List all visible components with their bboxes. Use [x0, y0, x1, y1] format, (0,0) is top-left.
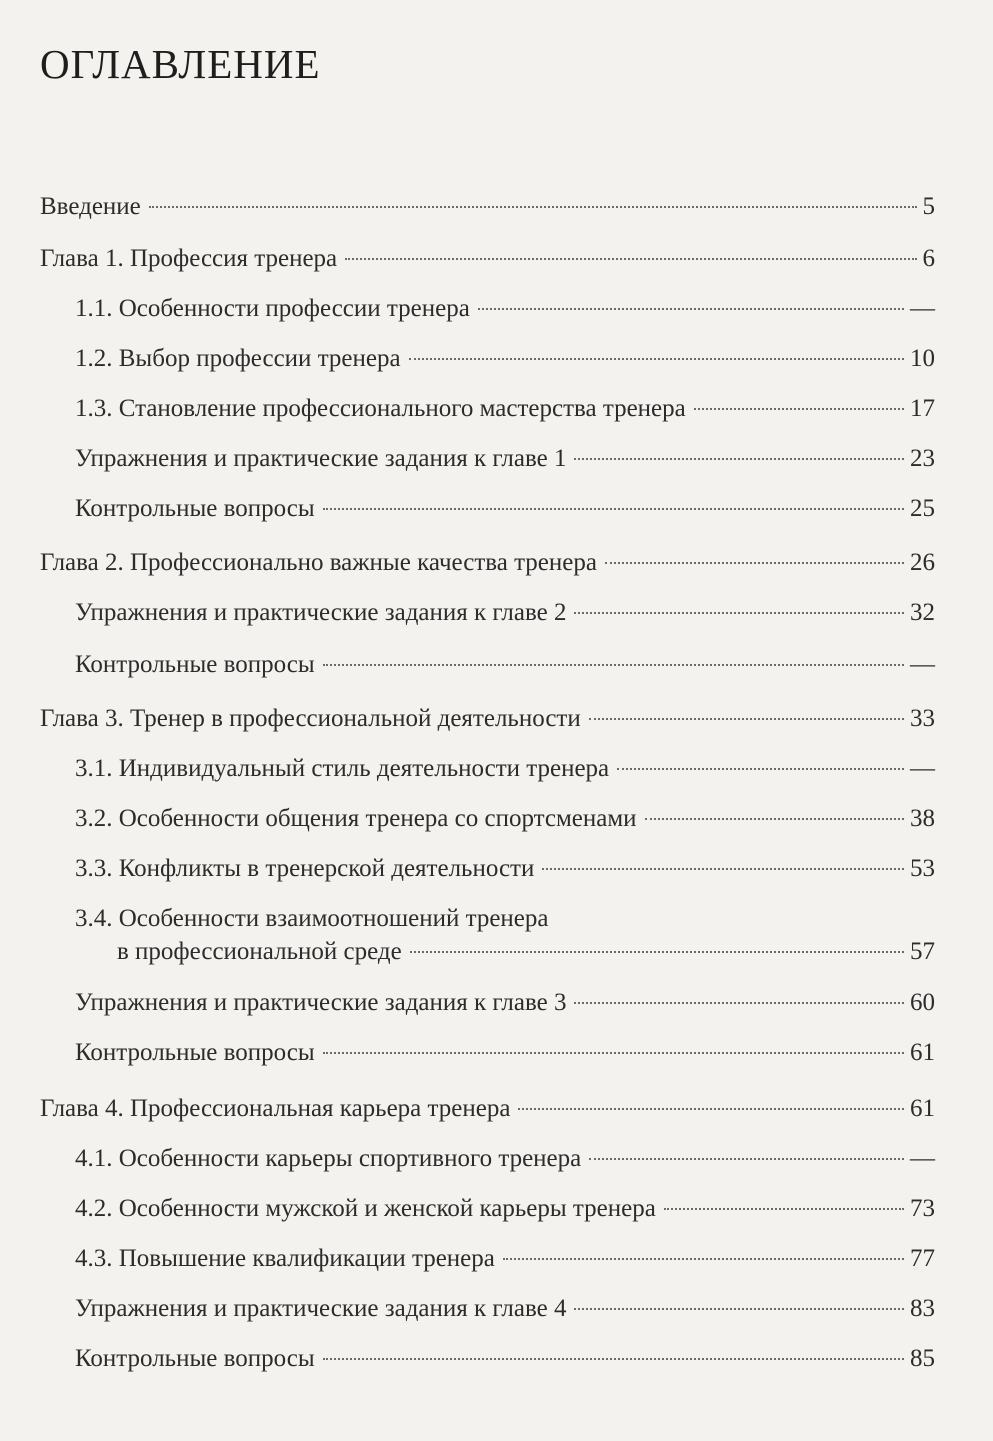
toc-entry-label-continued: в профессиональной среде [117, 938, 402, 965]
toc-entry-page: — [910, 1145, 935, 1172]
dot-leader [664, 1208, 904, 1210]
toc-entry-exercises-4 [75, 1292, 935, 1325]
toc-entry-page: 60 [910, 989, 935, 1016]
toc-entry-section-4-1 [75, 1142, 935, 1175]
dot-leader [503, 1258, 904, 1260]
toc-entry-page: — [910, 755, 935, 782]
dot-leader [409, 358, 904, 360]
dot-leader [478, 308, 904, 310]
toc-entry-questions-2 [75, 648, 935, 681]
toc-entry-questions-3 [75, 1036, 935, 1069]
toc-entry-label: 1.1. Особенности профессии тренера [75, 295, 470, 322]
dot-leader [574, 1002, 904, 1004]
dot-leader [323, 664, 904, 666]
toc-entry-page: 32 [910, 599, 935, 626]
toc-entry-questions-1 [75, 492, 935, 525]
dot-leader [605, 562, 904, 564]
dot-leader [574, 1308, 904, 1310]
toc-entry-chapter-1 [40, 242, 935, 275]
toc-entry-page: — [910, 295, 935, 322]
dot-leader [589, 718, 904, 720]
dot-leader [323, 1052, 904, 1054]
toc-entry-label: Контрольные вопросы [75, 1039, 315, 1066]
toc-entry-label: 1.3. Становление профессионального мастерства тренера [75, 395, 686, 422]
toc-entry-page: 17 [910, 395, 935, 422]
dot-leader [574, 458, 904, 460]
toc-entry-page: 23 [910, 445, 935, 472]
dot-leader [518, 1108, 904, 1110]
toc-entry-chapter-3 [40, 702, 935, 735]
dot-leader [589, 1158, 904, 1160]
toc-entry-exercises-2 [75, 596, 935, 629]
toc-entry-page: 85 [910, 1345, 935, 1372]
toc-entry-section-3-4 [75, 902, 935, 968]
toc-entry-label: Контрольные вопросы [75, 495, 315, 522]
toc-entry-page: 38 [910, 805, 935, 832]
dot-leader [323, 508, 904, 510]
dot-leader [323, 1358, 904, 1360]
toc-entry-label: 4.3. Повышение квалификации тренера [75, 1245, 495, 1272]
dot-leader [574, 612, 904, 614]
toc-entry-label: 4.1. Особенности карьеры спортивного тренера [75, 1145, 582, 1172]
toc-entry-section-3-2 [75, 802, 935, 835]
toc-entry-label: 3.3. Конфликты в тренерской деятельности [75, 855, 535, 882]
toc-entry-section-1-3 [75, 392, 935, 425]
toc-entry-page: 73 [910, 1195, 935, 1222]
toc-entry-page: 10 [910, 345, 935, 372]
toc-entry-label: Глава 2. Профессионально важные качества тренера [40, 549, 597, 576]
page-title: ОГЛАВЛЕНИЕ [40, 41, 321, 87]
toc-entry-introduction [40, 190, 935, 223]
toc-entry-page: 26 [910, 549, 935, 576]
toc-entry-chapter-2 [40, 546, 935, 579]
toc-entry-label: 3.2. Особенности общения тренера со спортсменами [75, 805, 637, 832]
toc-entry-page: 25 [910, 495, 935, 522]
toc-entry-label: 3.1. Индивидуальный стиль деятельности тренера [75, 755, 610, 782]
toc-entry-chapter-4 [40, 1092, 935, 1125]
toc-entry-exercises-3 [75, 986, 935, 1019]
toc-entry-section-1-2 [75, 342, 935, 375]
toc-entry-questions-4 [75, 1342, 935, 1375]
toc-entry-page: 5 [922, 193, 935, 220]
toc-entry-label: Контрольные вопросы [75, 651, 315, 678]
toc-entry-section-3-3 [75, 852, 935, 885]
toc-entry-label: 4.2. Особенности мужской и женской карьеры тренера [75, 1195, 656, 1222]
toc-entry-label: Контрольные вопросы [75, 1345, 315, 1372]
toc-entry-label: Глава 3. Тренер в профессиональной деятельности [40, 705, 581, 732]
toc-entry-page: 6 [922, 245, 935, 272]
dot-leader [645, 818, 904, 820]
toc-entry-page: 83 [910, 1295, 935, 1322]
toc-entry-label: 1.2. Выбор профессии тренера [75, 345, 401, 372]
toc-entry-label: Упражнения и практические задания к главе 3 [75, 989, 567, 1016]
toc-entry-section-3-1 [75, 752, 935, 785]
dot-leader [617, 768, 904, 770]
toc-entry-page: 61 [910, 1039, 935, 1066]
dot-leader [149, 206, 917, 208]
toc-entry-label: Упражнения и практические задания к главе 2 [75, 599, 567, 626]
toc-entry-label: Упражнения и практические задания к главе 1 [75, 445, 567, 472]
toc-entry-exercises-1 [75, 442, 935, 475]
toc-entry-page: 77 [910, 1245, 935, 1272]
dot-leader [410, 951, 904, 953]
toc-entry-page: — [910, 651, 935, 678]
toc-entry-label: Упражнения и практические задания к главе 4 [75, 1295, 567, 1322]
toc-entry-page: 53 [910, 855, 935, 882]
toc-entry-label: 3.4. Особенности взаимоотношений тренера [75, 905, 549, 932]
toc-entry-label: Глава 1. Профессия тренера [40, 245, 338, 272]
toc-entry-page: 33 [910, 705, 935, 732]
toc-entry-section-4-3 [75, 1242, 935, 1275]
toc-entry-label: Глава 4. Профессиональная карьера тренера [40, 1095, 511, 1122]
dot-leader [694, 408, 904, 410]
dot-leader [345, 258, 916, 260]
toc-entry-page: 57 [910, 938, 935, 965]
toc-entry-page: 61 [910, 1095, 935, 1122]
toc-entry-section-1-1 [75, 292, 935, 325]
toc-entry-label: Введение [40, 193, 141, 220]
dot-leader [542, 868, 904, 870]
toc-entry-section-4-2 [75, 1192, 935, 1225]
